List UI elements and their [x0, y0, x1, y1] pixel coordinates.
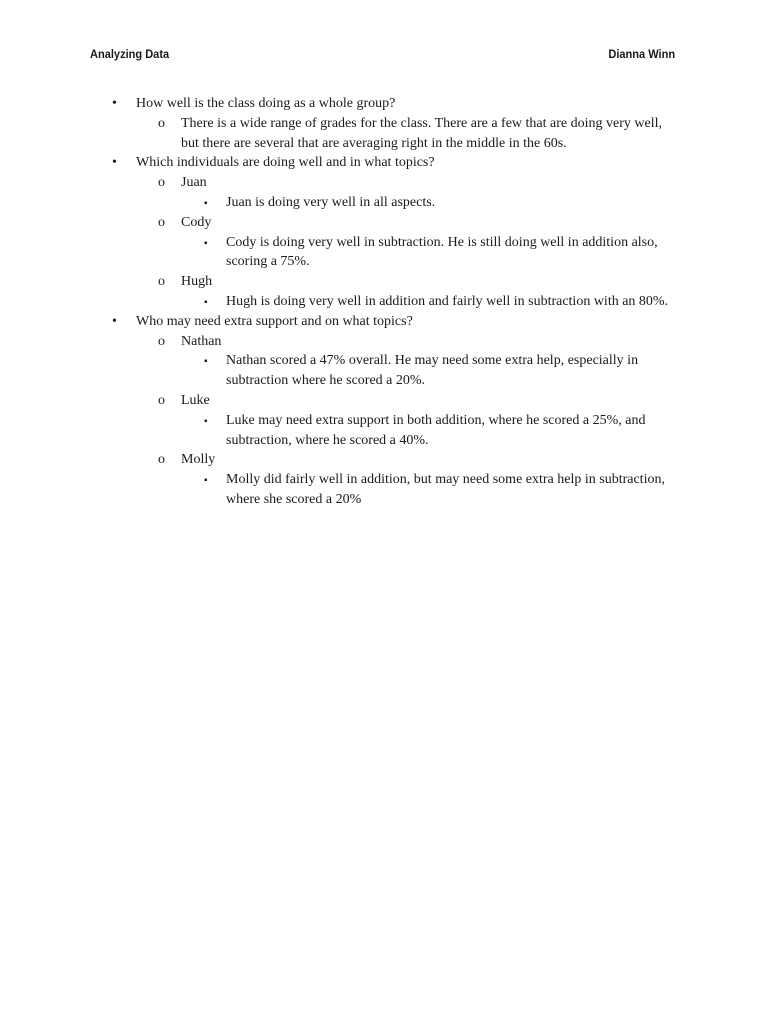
square-bullet-marker: ▪ [204, 237, 208, 249]
student-item [0, 213, 768, 233]
sub-bullet-marker: o [158, 452, 165, 468]
student-detail [0, 470, 768, 510]
student-name: Hugh [181, 274, 213, 290]
author-name: Dianna Winn [608, 47, 676, 61]
student-detail [0, 351, 768, 391]
question-item [0, 153, 768, 173]
student-name: Nathan [181, 333, 222, 349]
student-detail-text: Juan is doing very well in all aspects. [226, 194, 436, 210]
page-header [90, 47, 676, 65]
question-text: How well is the class doing as a whole group? [136, 96, 396, 111]
bullet-marker: • [112, 313, 117, 329]
document-title: Analyzing Data [90, 47, 170, 61]
square-bullet-marker: ▪ [204, 197, 208, 209]
answer-text: There is a wide range of grades for the class. There are a few that are doing very well, but there are several that are averaging right in the middle in the 60s. [181, 115, 662, 151]
student-detail [0, 233, 768, 273]
question-item [0, 312, 768, 332]
question-item [0, 94, 768, 114]
bullet-marker: • [112, 155, 117, 171]
bulleted-outline [0, 94, 768, 510]
question-text: Which individuals are doing well and in what topics? [136, 155, 435, 171]
sub-bullet-marker: o [158, 115, 165, 131]
student-detail-text: Cody is doing very well in subtraction. He is still doing well in addition also, scoring a 75%. [226, 234, 658, 270]
student-item [0, 450, 768, 470]
student-item [0, 332, 768, 352]
student-detail-text: Nathan scored a 47% overall. He may need some extra help, especially in subtraction where he scored a 20%. [226, 353, 639, 389]
student-detail [0, 292, 768, 312]
sub-bullet-marker: o [158, 175, 165, 191]
student-name: Cody [181, 214, 212, 230]
answer-item [0, 114, 768, 154]
student-item [0, 272, 768, 292]
question-text: Who may need extra support and on what topics? [136, 313, 413, 329]
square-bullet-marker: ▪ [204, 415, 208, 427]
bullet-marker: • [112, 96, 117, 111]
square-bullet-marker: ▪ [204, 296, 208, 308]
sub-bullet-marker: o [158, 333, 165, 349]
student-detail [0, 193, 768, 213]
sub-bullet-marker: o [158, 274, 165, 290]
square-bullet-marker: ▪ [204, 356, 208, 368]
student-detail [0, 411, 768, 451]
student-detail-text: Molly did fairly well in addition, but may need some extra help in subtraction, where she scored a 20% [226, 472, 665, 507]
sub-bullet-marker: o [158, 214, 165, 230]
student-name: Molly [181, 452, 216, 468]
sub-bullet-marker: o [158, 392, 165, 408]
student-name: Luke [181, 392, 210, 408]
student-detail-text: Hugh is doing very well in addition and fairly well in subtraction with an 80%. [226, 293, 669, 309]
square-bullet-marker: ▪ [204, 475, 208, 487]
student-name: Juan [181, 175, 207, 191]
student-detail-text: Luke may need extra support in both addition, where he scored a 25%, and subtraction, where he scored a 40%. [226, 412, 646, 448]
student-item [0, 173, 768, 193]
student-item [0, 391, 768, 411]
